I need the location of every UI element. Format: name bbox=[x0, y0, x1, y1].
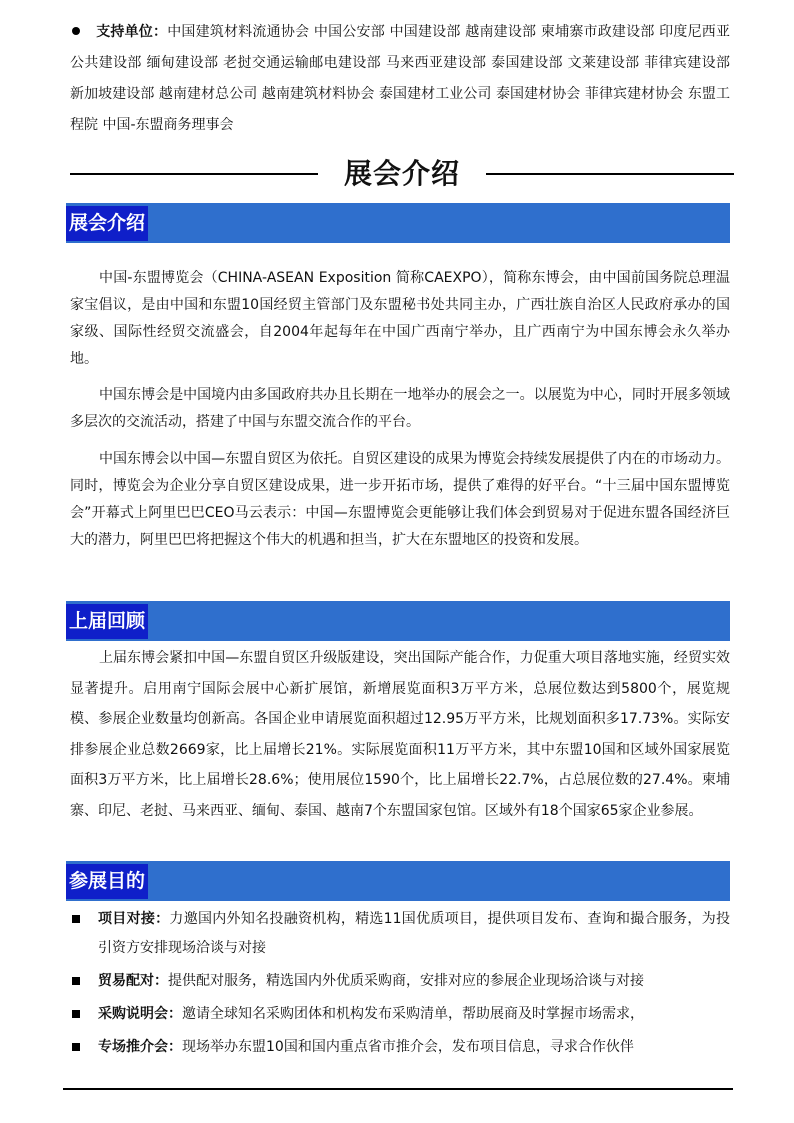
purpose-item bbox=[70, 967, 730, 996]
square-bullet-icon bbox=[72, 1043, 80, 1051]
purpose-item bbox=[70, 1000, 730, 1029]
section-heading-intro: 展会介绍 bbox=[66, 206, 148, 241]
purpose-item-text: 提供配对服务，精选国内外优质采购商，安排对应的参展企业现场洽谈与对接 bbox=[168, 973, 644, 989]
title-rule-right bbox=[486, 173, 734, 175]
review-paragraph: 上届东博会紧扣中国—东盟自贸区升级版建设，突出国际产能合作，力促重大项目落地实施，经贸实效显著提升。启用南宁国际会展中心新扩展馆，新增展览面积3万平方米，总展位数达到5800个，展览规模、参展企业数量均创新高。各国企业申请展览面积超过12.95万平方米，比规划面积多17.73%。实际安排参展企业总数2669家，比上届增长21%。实际展览面积11万平方米，其中东盟10国和区域外国家展览面积3万平方米，比上届增长28.6%；使用展位1590个，比上届增长22.7%，占总展位数的27.4%。柬埔寨、印尼、老挝、马来西亚、缅甸、泰国、越南7个东盟国家包馆。区域外有18个国家65家企业参展。 bbox=[70, 650, 730, 819]
main-title-text: 展会介绍 bbox=[343, 157, 460, 190]
intro-paragraph-3: 中国东博会以中国—东盟自贸区为依托。自贸区建设的成果为博览会持续发展提供了内在的市场动力。同时，博览会为企业分享自贸区建设成果，进一步开拓市场，提供了难得的好平台。“十三届中国东盟博览会”开幕式上阿里巴巴CEO马云表示：中国—东盟博览会更能够让我们体会到贸易对于促进东盟各国经济巨大的潜力，阿里巴巴将把握这个伟大的机遇和担当，扩大在东盟地区的投资和发展。 bbox=[70, 451, 730, 548]
intro-paragraph-1: 中国-东盟博览会（CHINA-ASEAN Exposition 简称CAEXPO），简称东博会，由中国前国务院总理温家宝倡议，是由中国和东盟10国经贸主管部门及东盟秘书处共同主办，广西壮族自治区人民政府承办的国家级、国际性经贸交流盛会，自2004年起每年在中国广西南宁举办，且广西南宁为中国东博会永久举办地。 bbox=[70, 270, 730, 367]
purpose-list bbox=[70, 905, 730, 1066]
purpose-item-label: 项目对接： bbox=[98, 911, 170, 927]
purpose-item-text: 现场举办东盟10国和国内重点省市推介会，发布项目信息，寻求合作伙伴 bbox=[182, 1039, 634, 1055]
section-heading-purpose: 参展目的 bbox=[66, 864, 148, 899]
main-title bbox=[70, 154, 734, 194]
purpose-item-label: 贸易配对： bbox=[98, 973, 168, 989]
square-bullet-icon bbox=[72, 915, 80, 923]
purpose-item bbox=[70, 905, 730, 963]
section-bar-purpose bbox=[66, 861, 730, 901]
purpose-item-label: 采购说明会： bbox=[98, 1006, 182, 1022]
intro-paragraph-2: 中国东博会是中国境内由多国政府共办且长期在一地举办的展会之一。以展览为中心，同时开展多领域多层次的交流活动，搭建了中国与东盟交流合作的平台。 bbox=[70, 387, 730, 430]
purpose-item bbox=[70, 1033, 730, 1062]
purpose-item-text: 力邀国内外知名投融资机构，精选11国优质项目，提供项目发布、查询和撮合服务，为投引资方安排现场洽谈与对接 bbox=[98, 911, 731, 956]
supporters-block bbox=[70, 17, 730, 141]
supporters-label: 支持单位： bbox=[96, 24, 168, 40]
square-bullet-icon bbox=[72, 977, 80, 985]
footer-rule bbox=[63, 1088, 733, 1090]
section-bar-review bbox=[66, 601, 730, 641]
purpose-item-text: 邀请全球知名采购团体和机构发布采购清单，帮助展商及时掌握市场需求， bbox=[182, 1006, 644, 1022]
section-heading-review: 上届回顾 bbox=[66, 604, 148, 639]
section-bar-intro bbox=[66, 203, 730, 243]
purpose-item-label: 专场推介会： bbox=[98, 1039, 182, 1055]
supporters-list: 中国建筑材料流通协会 中国公安部 中国建设部 越南建设部 柬埔寨市政建设部 印度尼西亚公共建设部 缅甸建设部 老挝交通运输邮电建设部 马来西亚建设部 泰国建设部 文莱建设部 菲律宾建设部 新加坡建设部 越南建材总公司 越南建筑材料协会 泰国建材工业公司 泰国建材协会 菲律宾建材协会 东盟工程院 中国-东盟商务理事会 bbox=[70, 24, 730, 133]
square-bullet-icon bbox=[72, 1010, 80, 1018]
bullet-dot-icon bbox=[72, 27, 80, 35]
